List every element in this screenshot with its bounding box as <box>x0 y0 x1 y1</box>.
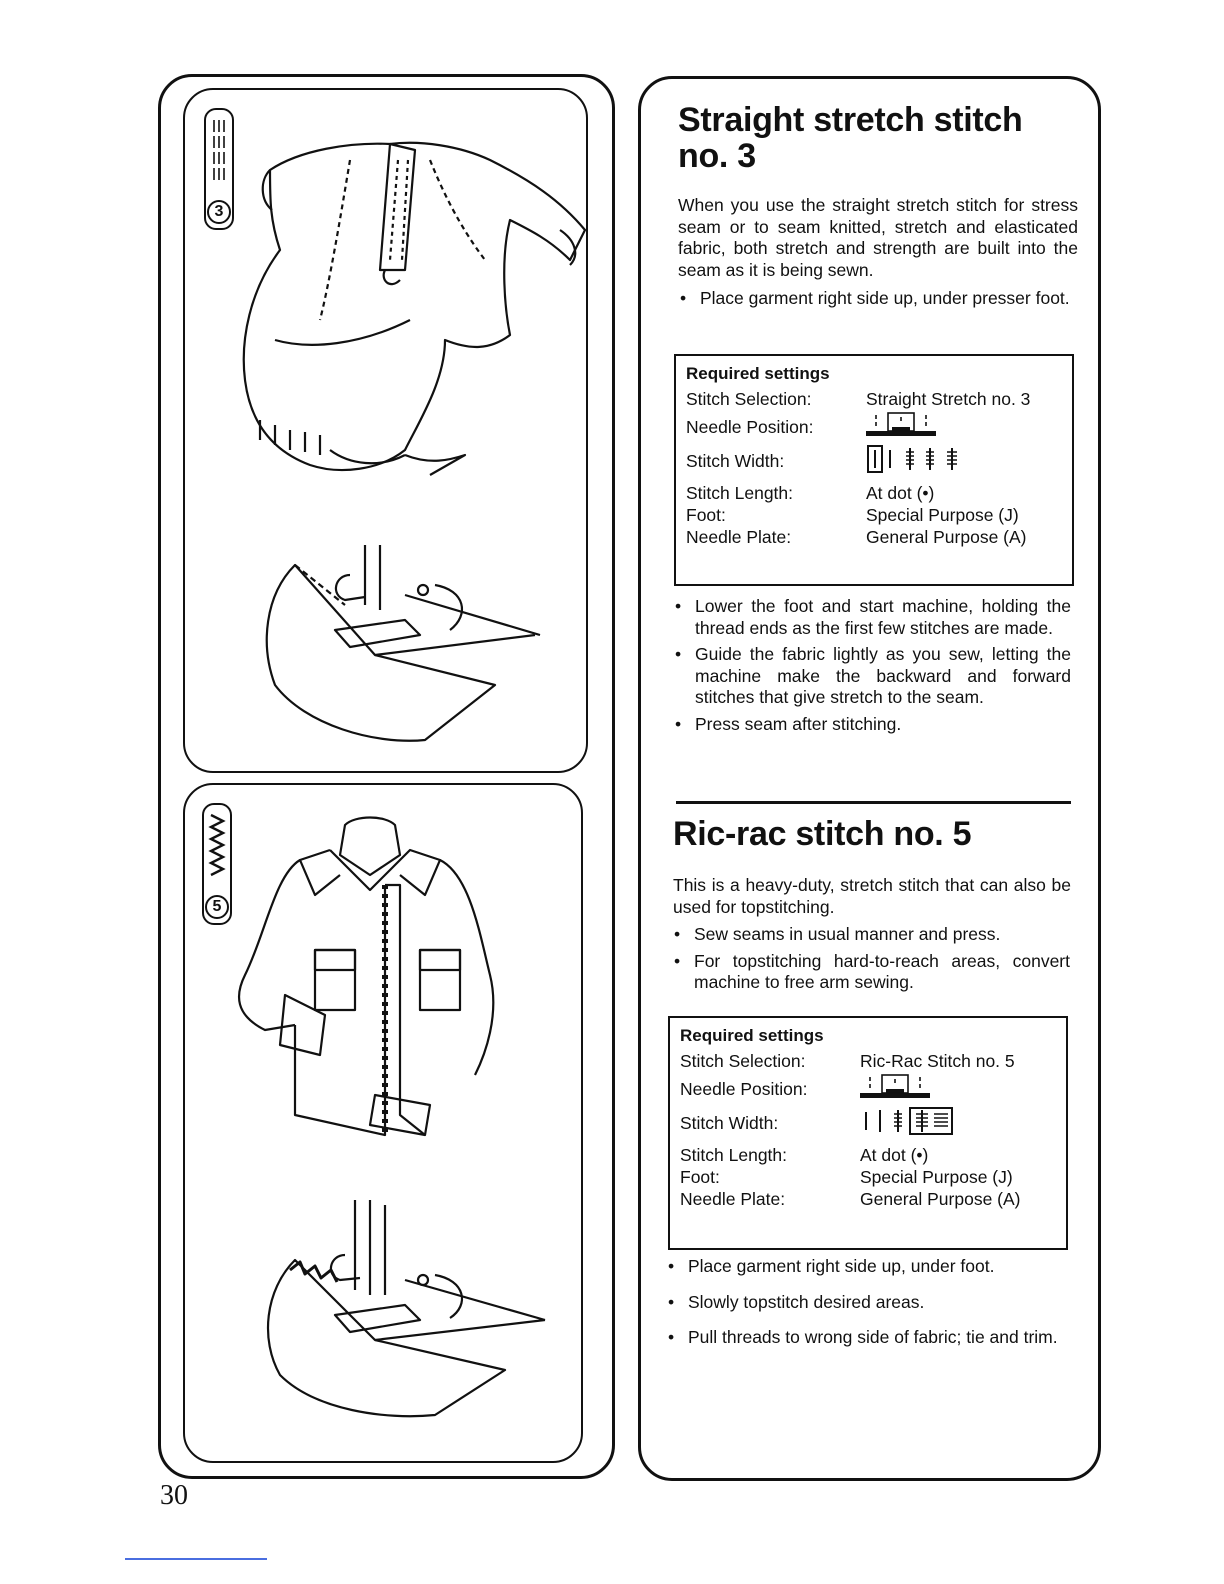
section2-settings-heading: Required settings <box>680 1026 824 1045</box>
section-straight-stretch <box>678 102 1078 174</box>
page-number: 30 <box>160 1480 188 1511</box>
settings-row: Foot: Special Purpose (J) <box>686 505 1019 525</box>
needle-position-center-icon <box>866 411 936 439</box>
presser-foot-illustration-top <box>255 535 555 750</box>
footer-link-underline <box>125 1558 267 1560</box>
section1-settings-box <box>674 354 1074 586</box>
settings-row: Stitch Selection: Ric-Rac Stitch no. 5 <box>680 1051 1015 1071</box>
straight-stretch-stitch-icon <box>210 116 228 186</box>
shirt-illustration <box>225 815 515 1145</box>
section2-bullets-after <box>666 1256 1066 1354</box>
section1-title-line2: no. 3 <box>678 137 756 175</box>
presser-foot-illustration-bottom <box>255 1200 555 1425</box>
settings-row: Needle Plate: General Purpose (A) <box>686 527 1027 547</box>
section2-settings-box <box>668 1016 1068 1250</box>
section1-bullet: • Guide the fabric lightly as you sew, letting the machine make the backward and forward stitches that give stretch to the seam. <box>673 644 1071 709</box>
section2-bullet: • Sew seams in usual manner and press. <box>672 924 1070 946</box>
gown-illustration <box>230 120 590 500</box>
section2-bullet: • Slowly topstitch desired areas. <box>666 1292 1066 1314</box>
section1-intro: When you use the straight stretch stitch for stress seam or to seam knitted, stretch and elasticated fabric, both stretch and strength are built into the seam as it is being sewn. <box>678 195 1078 280</box>
stitch-number-5: 5 <box>205 895 229 919</box>
section2-bullet: • For topstitching hard-to-reach areas, convert machine to free arm sewing. <box>672 951 1070 994</box>
needle-position-center-icon <box>860 1073 930 1101</box>
settings-row: Needle Plate: General Purpose (A) <box>680 1189 1021 1209</box>
section2-intro: This is a heavy-duty, stretch stitch that can also be used for topstitching. <box>673 875 1071 917</box>
section1-title-line1: Straight stretch stitch <box>678 101 1023 139</box>
settings-row: Stitch Length: At dot (•) <box>686 483 935 503</box>
section2-bullet: • Pull threads to wrong side of fabric; tie and trim. <box>666 1327 1066 1349</box>
settings-row: Needle Position: <box>680 1072 1056 1106</box>
settings-row: Foot: Special Purpose (J) <box>680 1167 1013 1187</box>
settings-row: Stitch Selection: Straight Stretch no. 3 <box>686 389 1031 409</box>
settings-row: Stitch Width: <box>680 1106 1056 1140</box>
section1-settings-heading: Required settings <box>686 364 830 383</box>
section-divider <box>676 801 1071 804</box>
settings-row: Stitch Width: <box>686 444 1062 478</box>
section1-bullet: • Lower the foot and start machine, holding the thread ends as the first few stitches are made. <box>673 596 1071 639</box>
section1-bullets-before <box>678 288 1078 315</box>
settings-row: Stitch Length: At dot (•) <box>680 1145 929 1165</box>
stitch-width-0-icon <box>866 444 966 474</box>
section2-title: Ric-rac stitch no. 5 <box>673 815 972 853</box>
ric-rac-stitch-icon <box>208 811 226 881</box>
section1-bullet: • Press seam after stitching. <box>673 714 1071 736</box>
section2-bullet: • Place garment right side up, under foot. <box>666 1256 1066 1278</box>
stitch-number-3: 3 <box>207 200 231 224</box>
section2-bullets-before <box>672 924 1070 999</box>
section1-bullet-before: • Place garment right side up, under presser foot. <box>678 288 1078 310</box>
stitch-width-max-icon <box>860 1106 960 1136</box>
section1-bullets-after <box>673 596 1071 740</box>
settings-row: Needle Position: <box>686 410 1062 444</box>
